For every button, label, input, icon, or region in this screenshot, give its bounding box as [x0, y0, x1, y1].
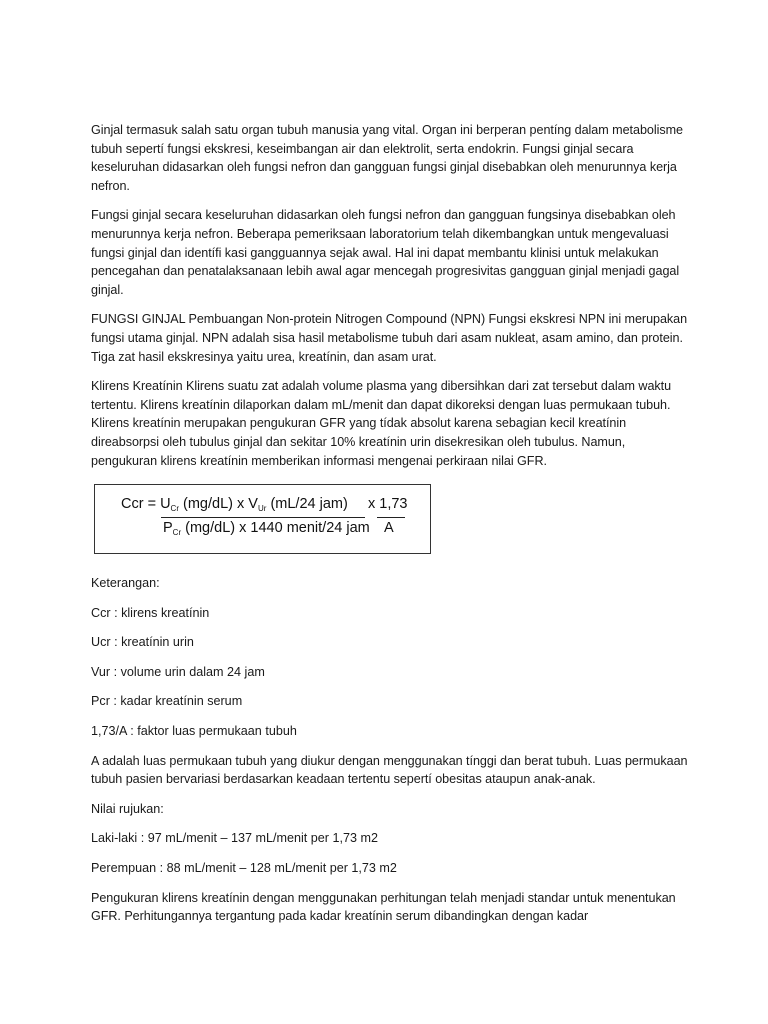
formula-v-sub: Ur — [257, 504, 267, 514]
formula-u-sub: Cr — [170, 504, 179, 514]
keterangan-factor: 1,73/A : faktor luas permukaan tubuh — [91, 724, 297, 739]
paragraph-body-surface: A adalah luas permukaan tubuh yang diukur dengan menggunakan tínggi dan berat tubuh. Luas permukaan tubuh pasien bervariasi berdasarkan keadaan tertentu sepertí obesitas ataupun anak-anak. — [91, 753, 688, 787]
paragraph-klirens: Klirens Kreatínin Klirens suatu zat adalah volume plasma yang dibersihkan dari zat tersebut dalam waktu tertentu. Klirens kreatínin dilaporkan dalam mL/menit dan dapat dikoreksi dengan luas permukaan tubuh. Klirens kreatínin merupakan pengukuran GFR yang tídak absolut karena sebagian kecil kreatínin direabsorpsi oleh tubulus ginjal dan sekitar 10% kreatínin urin disekresikan oleh tubulus. Namun, pengukuran klirens kreatínin memberikan informasi mengenai perkiraan nilai GFR. — [91, 379, 672, 468]
formula-num-end: (mL/24 jam) — [266, 496, 348, 513]
formula-factor-top: x 1,73 — [368, 496, 408, 513]
keterangan-heading: Keterangan: — [91, 576, 160, 591]
formula-num-mid: (mg/dL) x V — [179, 496, 258, 513]
formula-p-sub: Cr — [172, 528, 182, 538]
formula-box — [94, 484, 431, 554]
formula-den-end: (mg/dL) x 1440 menit/24 jam — [181, 520, 370, 537]
paragraph-npn: FUNGSI GINJAL Pembuangan Non-protein Nitrogen Compound (NPN) Fungsi ekskresi NPN ini merupakan fungsi utama ginjal. NPN adalah sisa hasil metabolisme tubuh dari asam nukleat, asam amino, dan protein. Tiga zat hasil ekskresinya yaitu urea, kreatínin, dan asam urat. — [91, 312, 688, 364]
formula-denominator — [163, 520, 370, 537]
formula-den-start: P — [163, 520, 173, 537]
formula-numerator — [121, 496, 348, 513]
keterangan-ucr: Ucr : kreatínin urin — [91, 635, 194, 650]
paragraph-intro: Ginjal termasuk salah satu organ tubuh manusia yang vital. Organ ini berperan pentíng dalam metabolisme tubuh sepertí fungsi ekskresi, keseimbangan air dan elektrolit, serta endokrin. Fungsi ginjal secara keseluruhan didasarkan oleh fungsi nefron dan gangguan fungsi ginjal disebabkan oleh menurunnya kerja nefron. — [91, 123, 683, 193]
reference-male: Laki-laki : 97 mL/menit – 137 mL/menit per 1,73 m2 — [91, 831, 378, 846]
keterangan-vur: Vur : volume urin dalam 24 jam — [91, 664, 265, 679]
document-page — [91, 121, 691, 937]
formula-lhs: Ccr = U — [121, 496, 171, 513]
formula-factor-line — [377, 517, 405, 518]
formula-fraction-line — [161, 517, 365, 518]
reference-heading: Nilai rujukan: — [91, 801, 164, 816]
formula-factor-bottom: A — [384, 520, 394, 537]
paragraph-evaluation: Fungsi ginjal secara keseluruhan didasarkan oleh fungsi nefron dan gangguan fungsinya disebabkan oleh menurunnya kerja nefron. Beberapa pemeriksaan laboratorium telah dikembangkan untuk mengevaluasi fungsi ginjal dan identífi kasi gangguannya sejak awal. Hal ini dapat membantu klinisi untuk melakukan pencegahan dan penatalaksanaan lebih awal agar mencegah progresivitas gangguan ginjal menjadi gagal ginjal. — [91, 208, 680, 297]
keterangan-ccr: Ccr : klirens kreatínin — [91, 605, 210, 620]
reference-female: Perempuan : 88 mL/menit – 128 mL/menit per 1,73 m2 — [91, 861, 397, 876]
keterangan-pcr: Pcr : kadar kreatínin serum — [91, 694, 243, 709]
paragraph-final: Pengukuran klirens kreatínin dengan menggunakan perhitungan telah menjadi standar untuk menentukan GFR. Perhitungannya tergantung pada kadar kreatínin serum dibandingkan dengan kadar — [91, 890, 676, 924]
